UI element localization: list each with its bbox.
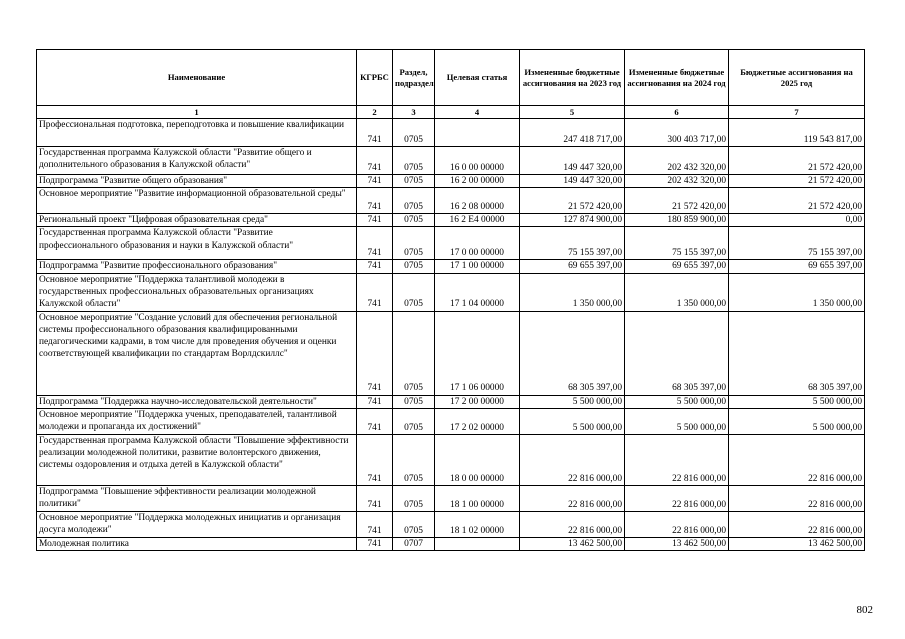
row-value-2025: 119 543 817,00 xyxy=(729,119,865,147)
row-kgrbs: 741 xyxy=(357,188,393,214)
row-section: 0707 xyxy=(393,537,435,550)
row-section: 0705 xyxy=(393,273,435,311)
row-section: 0705 xyxy=(393,511,435,537)
table-row xyxy=(37,408,865,434)
row-value-2025: 22 816 000,00 xyxy=(729,434,865,485)
row-name: Подпрограмма "Поддержка научно-исследовательской деятельности" xyxy=(37,395,357,408)
column-number: 6 xyxy=(625,106,729,119)
row-name: Основное мероприятие "Развитие информационной образовательной среды" xyxy=(37,188,357,214)
row-value-2025: 0,00 xyxy=(729,214,865,227)
header-name: Наименование xyxy=(37,50,357,106)
row-section: 0705 xyxy=(393,214,435,227)
row-value-2025: 13 462 500,00 xyxy=(729,537,865,550)
row-value-2024: 1 350 000,00 xyxy=(625,273,729,311)
row-target: 17 0 00 00000 xyxy=(435,227,520,260)
row-value-2025: 21 572 420,00 xyxy=(729,147,865,175)
header-2024: Измененные бюджетные ассигнования на 2024 год xyxy=(625,50,729,106)
header-2025: Бюджетные ассигнования на 2025 год xyxy=(729,50,865,106)
table-row xyxy=(37,119,865,147)
row-value-2024: 13 462 500,00 xyxy=(625,537,729,550)
row-section: 0705 xyxy=(393,175,435,188)
table-row xyxy=(37,511,865,537)
table-row xyxy=(37,273,865,311)
row-value-2024: 5 500 000,00 xyxy=(625,395,729,408)
row-kgrbs: 741 xyxy=(357,273,393,311)
column-number: 5 xyxy=(520,106,625,119)
row-name: Подпрограмма "Повышение эффективности реализации молодежной политики" xyxy=(37,485,357,511)
table-row xyxy=(37,147,865,175)
row-value-2025: 21 572 420,00 xyxy=(729,188,865,214)
header-2023: Измененные бюджетные ассигнования на 2023 год xyxy=(520,50,625,106)
header-kgrbs: КГРБС xyxy=(357,50,393,106)
row-value-2024: 69 655 397,00 xyxy=(625,260,729,273)
table-row xyxy=(37,485,865,511)
row-value-2025: 5 500 000,00 xyxy=(729,395,865,408)
row-value-2023: 127 874 900,00 xyxy=(520,214,625,227)
row-value-2023: 5 500 000,00 xyxy=(520,408,625,434)
row-value-2023: 68 305 397,00 xyxy=(520,311,625,395)
row-value-2024: 75 155 397,00 xyxy=(625,227,729,260)
table-body xyxy=(37,119,865,551)
row-target: 17 1 06 00000 xyxy=(435,311,520,395)
row-section: 0705 xyxy=(393,147,435,175)
row-value-2025: 5 500 000,00 xyxy=(729,408,865,434)
row-value-2024: 21 572 420,00 xyxy=(625,188,729,214)
row-section: 0705 xyxy=(393,119,435,147)
row-value-2024: 22 816 000,00 xyxy=(625,434,729,485)
row-target: 16 2 00 00000 xyxy=(435,175,520,188)
row-target: 18 1 02 00000 xyxy=(435,511,520,537)
row-target: 18 0 00 00000 xyxy=(435,434,520,485)
row-value-2024: 202 432 320,00 xyxy=(625,147,729,175)
row-value-2023: 5 500 000,00 xyxy=(520,395,625,408)
row-name: Государственная программа Калужской области "Развитие профессионального образования и науки в Калужской области" xyxy=(37,227,357,260)
row-value-2025: 21 572 420,00 xyxy=(729,175,865,188)
header-target: Целевая статья xyxy=(435,50,520,106)
row-value-2025: 22 816 000,00 xyxy=(729,511,865,537)
row-name: Подпрограмма "Развитие общего образования" xyxy=(37,175,357,188)
budget-table xyxy=(36,49,865,551)
row-value-2023: 22 816 000,00 xyxy=(520,511,625,537)
table-row xyxy=(37,175,865,188)
row-value-2025: 22 816 000,00 xyxy=(729,485,865,511)
row-target: 17 2 00 00000 xyxy=(435,395,520,408)
row-kgrbs: 741 xyxy=(357,408,393,434)
row-target: 16 0 00 00000 xyxy=(435,147,520,175)
page-number: 802 xyxy=(856,604,873,616)
row-value-2024: 202 432 320,00 xyxy=(625,175,729,188)
row-value-2023: 69 655 397,00 xyxy=(520,260,625,273)
row-kgrbs: 741 xyxy=(357,511,393,537)
row-value-2024: 300 403 717,00 xyxy=(625,119,729,147)
row-kgrbs: 741 xyxy=(357,214,393,227)
table-row xyxy=(37,214,865,227)
row-value-2025: 1 350 000,00 xyxy=(729,273,865,311)
row-kgrbs: 741 xyxy=(357,175,393,188)
row-target: 16 2 E4 00000 xyxy=(435,214,520,227)
row-value-2023: 149 447 320,00 xyxy=(520,175,625,188)
table-row xyxy=(37,260,865,273)
row-kgrbs: 741 xyxy=(357,227,393,260)
row-section: 0705 xyxy=(393,188,435,214)
table-row xyxy=(37,395,865,408)
column-number: 3 xyxy=(393,106,435,119)
row-kgrbs: 741 xyxy=(357,147,393,175)
row-section: 0705 xyxy=(393,485,435,511)
row-value-2023: 13 462 500,00 xyxy=(520,537,625,550)
row-value-2025: 69 655 397,00 xyxy=(729,260,865,273)
row-value-2023: 247 418 717,00 xyxy=(520,119,625,147)
row-name: Основное мероприятие "Поддержка талантливой молодежи в государственных профессиональных образовательных организациях Калужской области" xyxy=(37,273,357,311)
row-name: Государственная программа Калужской области "Повышение эффективности реализации молодежной политики, развитие волонтерского движения, системы оздоровления и отдыха детей в Калужской области" xyxy=(37,434,357,485)
row-section: 0705 xyxy=(393,227,435,260)
row-value-2025: 68 305 397,00 xyxy=(729,311,865,395)
row-kgrbs: 741 xyxy=(357,485,393,511)
column-number: 2 xyxy=(357,106,393,119)
row-section: 0705 xyxy=(393,408,435,434)
table-header xyxy=(37,50,865,119)
row-section: 0705 xyxy=(393,395,435,408)
row-value-2023: 22 816 000,00 xyxy=(520,434,625,485)
row-value-2024: 180 859 900,00 xyxy=(625,214,729,227)
row-section: 0705 xyxy=(393,311,435,395)
table-row xyxy=(37,434,865,485)
row-target: 18 1 00 00000 xyxy=(435,485,520,511)
table-row xyxy=(37,537,865,550)
table-row xyxy=(37,311,865,395)
row-kgrbs: 741 xyxy=(357,434,393,485)
row-name: Региональный проект "Цифровая образовательная среда" xyxy=(37,214,357,227)
row-target xyxy=(435,119,520,147)
row-name: Основное мероприятие "Поддержка ученых, преподавателей, талантливой молодежи и пропаганда их достижений" xyxy=(37,408,357,434)
row-kgrbs: 741 xyxy=(357,537,393,550)
row-value-2025: 75 155 397,00 xyxy=(729,227,865,260)
row-value-2023: 22 816 000,00 xyxy=(520,485,625,511)
row-target: 17 1 00 00000 xyxy=(435,260,520,273)
column-number: 4 xyxy=(435,106,520,119)
column-number: 1 xyxy=(37,106,357,119)
row-value-2024: 22 816 000,00 xyxy=(625,511,729,537)
row-value-2024: 5 500 000,00 xyxy=(625,408,729,434)
row-name: Молодежная политика xyxy=(37,537,357,550)
row-name: Основное мероприятие "Поддержка молодежных инициатив и организация досуга молодежи" xyxy=(37,511,357,537)
row-value-2023: 149 447 320,00 xyxy=(520,147,625,175)
row-target: 17 2 02 00000 xyxy=(435,408,520,434)
row-value-2023: 21 572 420,00 xyxy=(520,188,625,214)
row-kgrbs: 741 xyxy=(357,119,393,147)
row-name: Профессиональная подготовка, переподготовка и повышение квалификации xyxy=(37,119,357,147)
table-row xyxy=(37,188,865,214)
row-kgrbs: 741 xyxy=(357,395,393,408)
row-value-2023: 1 350 000,00 xyxy=(520,273,625,311)
row-value-2024: 22 816 000,00 xyxy=(625,485,729,511)
row-value-2023: 75 155 397,00 xyxy=(520,227,625,260)
row-value-2024: 68 305 397,00 xyxy=(625,311,729,395)
column-number: 7 xyxy=(729,106,865,119)
row-target: 16 2 08 00000 xyxy=(435,188,520,214)
row-section: 0705 xyxy=(393,434,435,485)
table-row xyxy=(37,227,865,260)
row-name: Основное мероприятие "Создание условий для обеспечения региональной системы профессионального образования квалифицированными педагогическими кадрами, в том числе для проведения обучения и оценки соответствующей квалификации по стандартам Ворлдскиллс" xyxy=(37,311,357,395)
row-kgrbs: 741 xyxy=(357,311,393,395)
header-section: Раздел, подраздел xyxy=(393,50,435,106)
row-target xyxy=(435,537,520,550)
row-section: 0705 xyxy=(393,260,435,273)
row-target: 17 1 04 00000 xyxy=(435,273,520,311)
column-number-row xyxy=(37,106,865,119)
row-name: Государственная программа Калужской области "Развитие общего и дополнительного образования в Калужской области" xyxy=(37,147,357,175)
row-name: Подпрограмма "Развитие профессионального образования" xyxy=(37,260,357,273)
row-kgrbs: 741 xyxy=(357,260,393,273)
